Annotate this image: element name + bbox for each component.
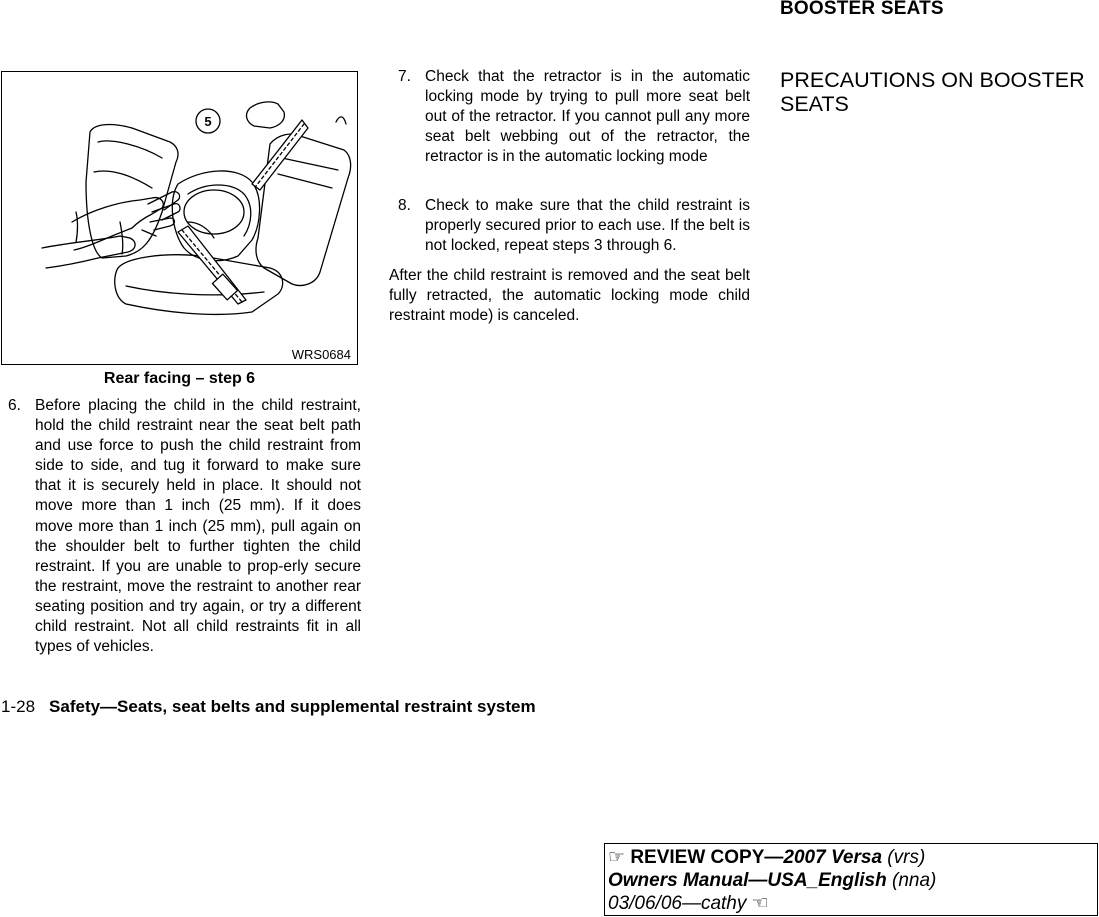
review-date-author: 03/06/06—cathy [608, 893, 747, 914]
step-number: 7. [398, 68, 411, 85]
figure-caption: Rear facing – step 6 [103, 370, 256, 387]
child-restraint-illustration [2, 72, 357, 364]
step-number: 6. [8, 397, 21, 414]
model-name: 2007 Versa [783, 847, 883, 868]
review-line-1 [608, 846, 1097, 869]
callout-number: 5 [204, 114, 212, 129]
model-code: (vrs) [882, 847, 926, 868]
review-line-3 [608, 892, 1097, 915]
step-8 [398, 196, 750, 256]
figure-code: WRS0684 [291, 347, 351, 362]
pointing-hand-left-icon: ☜ [751, 893, 769, 914]
step-6 [8, 396, 361, 657]
step-text: Before placing the child in the child restraint, hold the child restraint near the seat belt path and use force to push the child restraint from side to side, and tug it forward to make sure that it is securely held in place. It should not move more than 1 inch (25 mm). If it does move more than 1 inch (25 mm), pull again on the shoulder belt to further tighten the child restraint. If you are unable to prop-erly secure the restraint, move the restraint to another rear seating position and try again, or try a different child restraint. Not all child restraints fit in all types of vehicles. [35, 397, 361, 656]
review-copy-label: REVIEW COPY— [630, 847, 784, 868]
precautions-subheading: PRECAUTIONS ON BOOSTER SEATS [780, 68, 1085, 116]
restraint-canceled-paragraph: After the child restraint is removed and the seat belt fully retracted, the automatic locking mode child restraint mode) is canceled. [389, 267, 750, 325]
review-line-2 [608, 869, 1097, 892]
page-footer [1, 697, 536, 717]
review-copy-box [604, 843, 1098, 916]
section-header: BOOSTER SEATS [780, 0, 944, 19]
step-text: Check to make sure that the child restraint is properly secured prior to each use. If the belt is not locked, repeat steps 3 through 6. [425, 197, 750, 255]
figure-rear-facing-child-restraint [1, 71, 358, 365]
manual-code: (nna) [886, 870, 937, 891]
step-number: 8. [398, 197, 411, 214]
chapter-title: Safety—Seats, seat belts and supplemental restraint system [49, 697, 536, 716]
manual-name: Owners Manual—USA_English [608, 870, 887, 891]
page-number: 1-28 [1, 697, 36, 716]
pointing-hand-icon: ☞ [608, 847, 626, 868]
step-text: Check that the retractor is in the automatic locking mode by trying to pull more seat belt out of the retractor. If you cannot pull any more seat belt webbing out of the retractor, the retractor is in the automatic locking mode [425, 68, 750, 166]
step-7 [398, 67, 750, 167]
